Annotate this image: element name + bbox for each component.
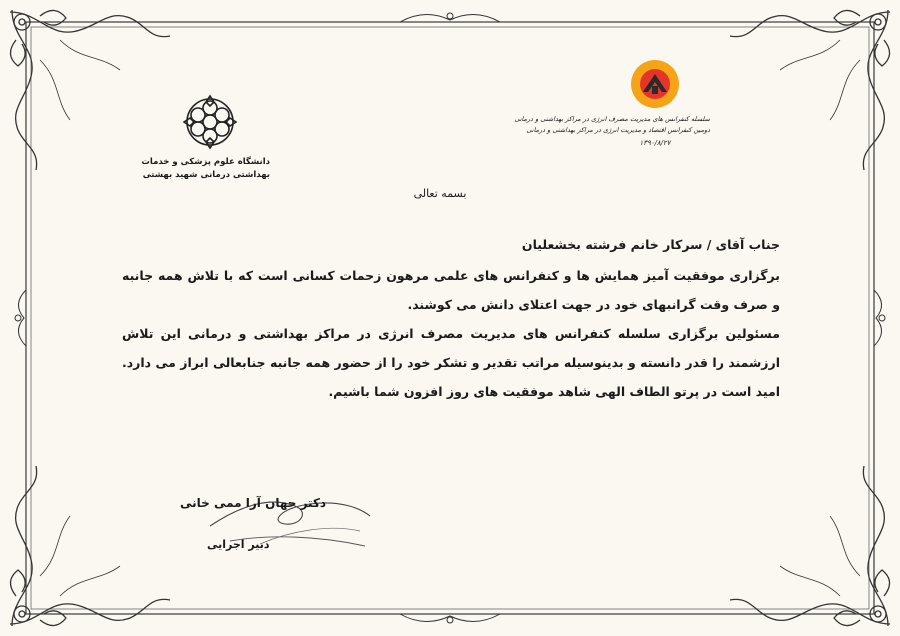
edge-ornament-top	[400, 13, 500, 22]
corner-ornament-bottom-left	[10, 466, 170, 626]
university-name-line1: دانشگاه علوم پزشکی و خدمات	[141, 157, 270, 167]
paragraph-thanks: مسئولین برگزاری سلسله کنفرانس های مدیریت مصرف انرژی در مراکز بهداشتی و درمانی این تلاش ارزشمند را قدر دانسته و بدینوسیله مراتب تقدیر و تشکر خود را از حضور همه جانبه جنابعالی ابراز می دارد. امید است در پرتو الطاف الهی شاهد موفقیت های روز افزون شما باشیم.	[122, 326, 780, 399]
edge-ornament-right	[874, 290, 885, 346]
corner-ornament-bottom-right	[730, 466, 890, 626]
edge-ornament-bottom	[400, 614, 500, 623]
conference-date: ۱۳۹۰/۸/۲۷	[639, 139, 671, 147]
addressee-line: جناب آقای / سرکار خانم فرشته بخشعلیان	[521, 237, 780, 252]
university-logo	[141, 92, 270, 182]
opening-invocation: بسمه تعالی	[413, 187, 467, 200]
signatory-name: دکتر جهان آرا ممی خانی	[180, 496, 327, 510]
conference-series-title: سلسله کنفرانس های مدیریت مصرف انرژی در مراکز بهداشتی و درمانی	[514, 115, 710, 123]
certificate-body	[122, 230, 780, 406]
conference-logo	[514, 58, 710, 149]
conference-emblem-icon	[629, 58, 681, 110]
edge-ornament-left	[15, 290, 26, 346]
rosette-emblem-icon	[178, 92, 242, 152]
corner-ornament-top-right	[730, 10, 890, 170]
university-name-line2: بهداشتی درمانی شهید بهشتی	[142, 170, 270, 180]
signatory-title: دبیر اجرایی	[207, 538, 270, 551]
paragraph-appreciation: برگزاری موفقیت آمیز همایش ها و کنفرانس های علمی مرهون زحمات کسانی است که با تلاش همه جانبه و صرف وقت گرانبهای خود در جهت اعتلای دانش می کوشند.	[122, 268, 780, 312]
conference-second-title: دومین کنفرانس اقتصاد و مدیریت انرژی در مراکز بهداشتی و درمانی	[526, 126, 710, 134]
corner-ornament-top-left	[10, 10, 170, 170]
